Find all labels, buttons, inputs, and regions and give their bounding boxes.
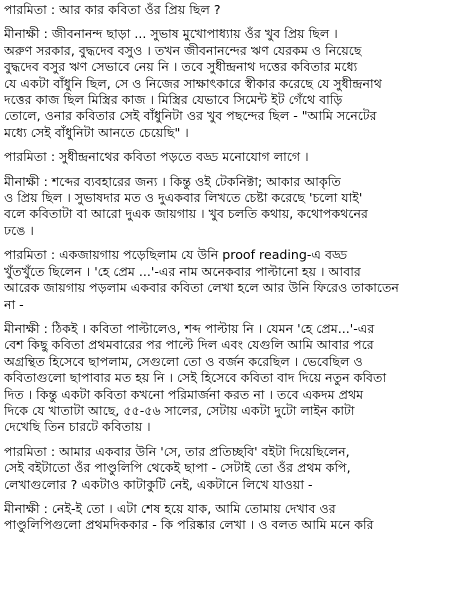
paragraph-gap — [4, 18, 453, 26]
paragraph-gap — [4, 493, 453, 501]
text-line: দত্তের কাজ ছিল মিস্ত্রির কাজ । মিস্ত্রির যেভাবে সিমেন্ট ইট গেঁথে বাড়ি — [4, 92, 343, 108]
dialogue-paragraph — [4, 149, 453, 165]
text-line: বুদ্ধদেব বসুর ঋণ সেভাবে নেয় নি । তবে সুধীন্দ্রনাথ দত্তের কবিতার মধ্যে — [4, 59, 358, 75]
text-line: বেশ কিছু কবিতা প্রথমবারের পর পাল্টে দিল এবং যেগুলি আমি আবার পরে — [4, 337, 374, 353]
dialogue-paragraph — [4, 321, 453, 436]
text-line: বলে কবিতাটা বা আরো দুএক জায়গায় । খুব চলতি কথায়, কথোপকথনের — [4, 206, 368, 222]
text-line: পাণ্ডুলিপিগুলো প্রথমদিককার - কি পরিষ্কার লেখা । ও বলত আমি মনে করি — [4, 517, 374, 533]
dialogue-paragraph — [4, 444, 453, 493]
text-line: খুঁতখুঁতে ছিলেন । 'হে প্রেম ...'-এর নাম অনেকবার পাল্টানো হয় । আবার — [4, 263, 361, 279]
text-line: পারমিতা : আমার একবার উনি 'সে, তার প্রতিচ্ছবি' বইটা দিয়েছিলেন, — [4, 443, 350, 459]
paragraph-gap — [4, 436, 453, 444]
paragraph-gap — [4, 166, 453, 174]
text-line: আরেক জায়গায় পড়লাম একবার কবিতা লেখা হলে আর উনি ফিরেও তাকাতেন — [4, 280, 399, 296]
text-line: তোলে, ওনার কবিতার সেই বাঁধুনিটা ওর খুব পছন্দের ছিল - "আমি সনেটের — [4, 108, 377, 124]
text-line: লেখাগুলোর ? একটাও কাটাকুটি নেই, একটানে লিখে যাওয়া - — [4, 476, 313, 492]
dialogue-paragraph — [4, 174, 453, 240]
text-line: অরুণ সরকার, বুদ্ধদেব বসুও । তখন জীবনানন্দের ঋণ যেরকম ও নিয়েছে — [4, 42, 362, 58]
text-line: মীনাক্ষী : শব্দের ব্যবহারের জন্য । কিন্তু ওই টেকনিক্টা; আকার আকৃতি — [4, 173, 341, 189]
text-line: মীনাক্ষী : জীবনানন্দ ছাড়া ... সুভাষ মুখোপাধ্যায় ওঁর খুব প্রিয় ছিল । — [4, 26, 338, 42]
text-line: দিত । কিন্তু একটা কবিতা কখনো পরিমার্জনা করত না । তবে একদম প্রথম — [4, 386, 364, 402]
text-line: কবিতাগুলো ছাপাবার মত হয় নি । সেই হিসেবে কবিতা বাদ দিয়ে নতুন কবিতা — [4, 370, 387, 386]
text-line: না - — [4, 296, 24, 312]
text-line: ও প্রিয় ছিল । সুভাষদার মত ও দুএকবার লিখতে চেষ্টা করেছে 'চলো যাই' — [4, 190, 363, 206]
text-line: যে একটা বাঁধুনি ছিল, সে ও নিজের সাক্ষাৎকারে স্বীকার করেছে যে সুধীন্দ্রনাথ — [4, 75, 382, 91]
text-line: দিকে যে খাতাটা আছে, ৫৫-৫৬ সালের, সেটায় একটা দুটো লাইন কাটা — [4, 402, 355, 418]
dialogue-paragraph — [4, 26, 453, 141]
text-line: মীনাক্ষী : ঠিকই । কবিতা পাল্টালেও, শব্দ পাল্টায় নি । যেমন 'হে প্রেম...'-এর — [4, 320, 375, 336]
text-line: পারমিতা : সুধীন্দ্রনাথের কবিতা পড়তে বড্ড মনোযোগ লাগে । — [4, 149, 309, 165]
paragraph-gap — [4, 313, 453, 321]
text-line: পারমিতা : আর কার কবিতা ওঁর প্রিয় ছিল ? — [4, 2, 221, 17]
paragraph-gap — [4, 239, 453, 247]
text-line: অগ্রন্থিত হিসেবে ছাপলাম, সেগুলো তো ও বর্জন করেছিল । ভেবেছিল ও — [4, 353, 363, 369]
text-line: সেই বইটাতো ওঁর পাণ্ডুলিপি থেকেই ছাপা - সেটাই তো ওঁর প্রথম কপি, — [4, 460, 351, 476]
text-line: মধ্যে সেই বাঁধুনিটা আনতে চেয়েছি" । — [4, 124, 189, 140]
dialogue-paragraph — [4, 2, 453, 18]
text-line: দেখেছি তিন চারটে কবিতায় । — [4, 419, 151, 435]
dialogue-paragraph — [4, 247, 453, 313]
dialogue-paragraph — [4, 501, 453, 534]
paragraph-gap — [4, 141, 453, 149]
text-line: মীনাক্ষী : নেই-ই তো । এটা শেষ হয়ে যাক, আমি তোমায় দেখাব ওর — [4, 500, 336, 516]
text-line: ঢঙে । — [4, 222, 34, 238]
text-line: পারমিতা : একজায়গায় পড়েছিলাম যে উনি proof reading-এ বড্ড — [4, 247, 348, 263]
